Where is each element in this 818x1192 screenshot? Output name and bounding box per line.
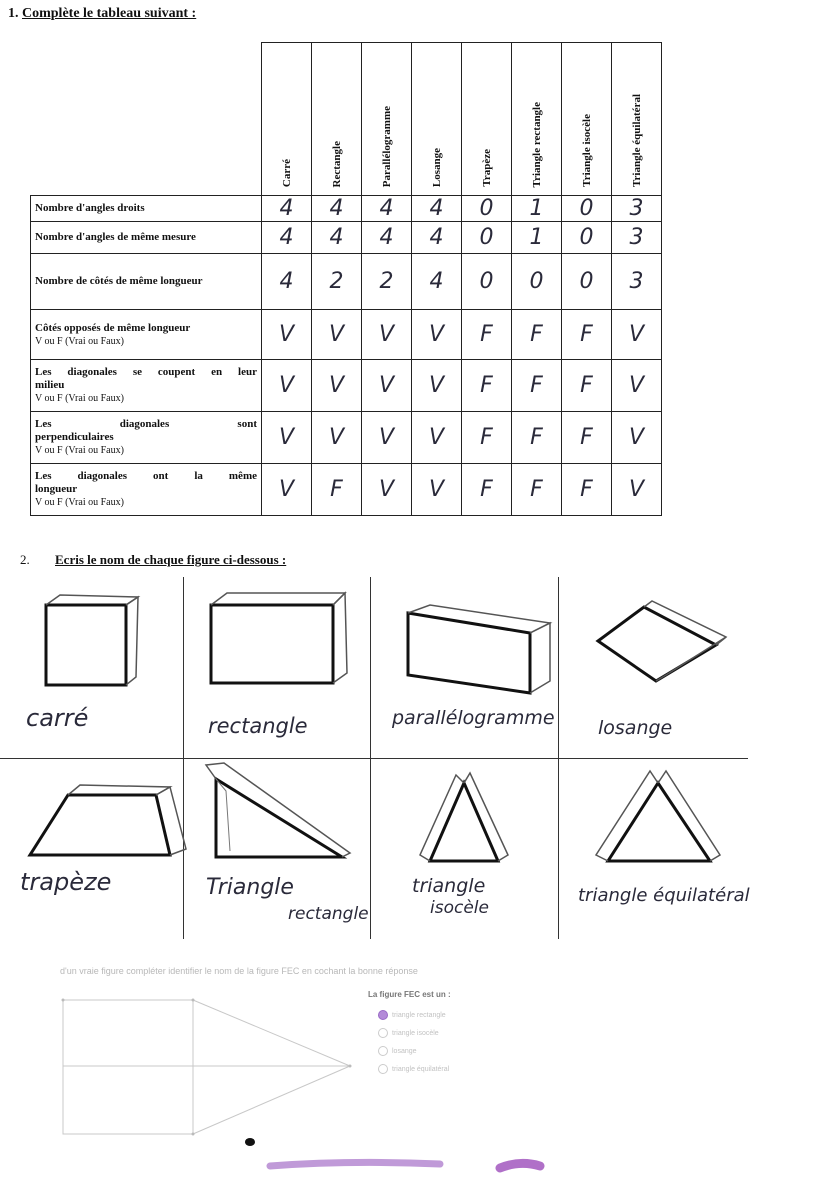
answer-cell[interactable]: 4: [412, 254, 462, 310]
answer-cell[interactable]: V: [412, 412, 462, 464]
question-2-title: [20, 552, 286, 568]
faded-exercise: [0, 960, 818, 1192]
trapezoid-figure: [20, 781, 190, 861]
answer-cell[interactable]: 0: [462, 254, 512, 310]
name-right-triangle-1: Triangle: [206, 875, 294, 900]
answer-cell[interactable]: V: [312, 412, 362, 464]
answer-cell[interactable]: F: [512, 464, 562, 516]
radio-icon: [378, 1046, 388, 1056]
answer-cell[interactable]: F: [562, 360, 612, 412]
answer-cell[interactable]: F: [312, 464, 362, 516]
properties-table: [30, 42, 662, 516]
answer-cell[interactable]: V: [262, 412, 312, 464]
radio-selected-icon: [378, 1010, 388, 1020]
right-triangle-figure: [200, 761, 360, 871]
answer-cell[interactable]: 4: [262, 254, 312, 310]
row-label: Les diagonales sont perpendiculaires V ou F (Vrai ou Faux): [31, 412, 262, 464]
table-row: [31, 464, 662, 516]
name-square: carré: [26, 704, 89, 732]
answer-cell[interactable]: 4: [262, 222, 312, 254]
radio-icon: [378, 1028, 388, 1038]
question-2-text: Ecris le nom de chaque figure ci-dessous :: [55, 552, 287, 567]
answer-cell[interactable]: F: [462, 360, 512, 412]
answer-cell[interactable]: 4: [412, 222, 462, 254]
col-header-losange: Losange: [412, 43, 462, 196]
answer-cell[interactable]: 4: [312, 196, 362, 222]
answer-cell[interactable]: F: [562, 310, 612, 360]
answer-cell[interactable]: 0: [562, 222, 612, 254]
rhombus-figure: [588, 599, 733, 689]
answer-cell[interactable]: V: [262, 464, 312, 516]
name-rectangle: rectangle: [208, 714, 308, 738]
figures-grid: [0, 577, 748, 939]
answer-cell[interactable]: 2: [362, 254, 412, 310]
col-header-parallelogramme: Parallélogramme: [362, 43, 412, 196]
name-isosceles-2: isocèle: [430, 898, 489, 918]
question-1-title: [8, 6, 196, 22]
col-header-triangle-isocele: Triangle isocèle: [562, 43, 612, 196]
radio-icon: [378, 1064, 388, 1074]
name-isosceles-1: triangle: [412, 875, 486, 897]
name-rhombus: losange: [598, 717, 673, 739]
rectangle-figure: [205, 589, 355, 689]
col-header-trapeze: Trapèze: [462, 43, 512, 196]
answer-cell[interactable]: V: [612, 310, 662, 360]
option-triangle-rectangle[interactable]: triangle rectangle: [378, 1010, 446, 1020]
answer-cell[interactable]: V: [412, 360, 462, 412]
answer-cell[interactable]: F: [512, 412, 562, 464]
col-header-carre: Carré: [262, 43, 312, 196]
answer-cell[interactable]: 4: [312, 222, 362, 254]
faded-question: La figure FEC est un :: [368, 990, 451, 999]
row-label: Nombre d'angles droits: [31, 196, 262, 222]
table-row: [31, 412, 662, 464]
equilateral-triangle-figure: [592, 767, 722, 871]
answer-cell[interactable]: V: [312, 360, 362, 412]
name-right-triangle-2: rectangle: [288, 904, 369, 924]
answer-cell[interactable]: F: [462, 310, 512, 360]
answer-cell[interactable]: 4: [362, 222, 412, 254]
col-header-triangle-rectangle: Triangle rectangle: [512, 43, 562, 196]
option-triangle-isocele[interactable]: triangle isocèle: [378, 1028, 439, 1038]
isosceles-triangle-figure: [418, 769, 513, 869]
answer-cell[interactable]: 0: [562, 196, 612, 222]
answer-cell[interactable]: 0: [462, 222, 512, 254]
answer-cell[interactable]: F: [562, 412, 612, 464]
row-label: Côtés opposés de même longueur V ou F (Vrai ou Faux): [31, 310, 262, 360]
row-label: Les diagonales ont la même longueur V ou F (Vrai ou Faux): [31, 464, 262, 516]
answer-cell[interactable]: V: [612, 464, 662, 516]
answer-cell[interactable]: 4: [412, 196, 462, 222]
table-row: [31, 360, 662, 412]
row-label: Nombre d'angles de même mesure: [31, 222, 262, 254]
faded-instruction: d'un vraie figure compléter identifier le nom de la figure FEC en cochant la bonne réponse: [60, 966, 418, 976]
square-figure: [38, 593, 148, 693]
answer-cell[interactable]: 4: [262, 196, 312, 222]
answer-cell[interactable]: F: [512, 360, 562, 412]
answer-cell[interactable]: V: [312, 310, 362, 360]
table-row: [31, 222, 662, 254]
question-1-number: 1.: [8, 6, 19, 21]
table-header-row: [31, 43, 662, 196]
question-2-number: 2.: [20, 552, 30, 567]
col-header-rectangle: Rectangle: [312, 43, 362, 196]
name-parallelogram: parallélogramme: [392, 707, 555, 729]
option-losange[interactable]: losange: [378, 1046, 417, 1056]
answer-cell[interactable]: V: [262, 360, 312, 412]
answer-cell[interactable]: 0: [462, 196, 512, 222]
question-1-text: Complète le tableau suivant :: [22, 6, 197, 21]
answer-cell[interactable]: 2: [312, 254, 362, 310]
answer-cell[interactable]: F: [512, 310, 562, 360]
answer-cell[interactable]: 1: [512, 196, 562, 222]
answer-cell[interactable]: 3: [612, 254, 662, 310]
answer-cell[interactable]: V: [362, 464, 412, 516]
answer-cell[interactable]: V: [412, 464, 462, 516]
answer-cell[interactable]: F: [462, 464, 512, 516]
answer-cell[interactable]: V: [612, 412, 662, 464]
ink-marks: [230, 1136, 560, 1176]
row-label: Les diagonales se coupent en leur milieu V ou F (Vrai ou Faux): [31, 360, 262, 412]
table-row: [31, 196, 662, 222]
table-row: [31, 254, 662, 310]
answer-cell[interactable]: 4: [362, 196, 412, 222]
option-triangle-equilateral[interactable]: triangle équilatéral: [378, 1064, 449, 1074]
answer-cell[interactable]: 3: [612, 196, 662, 222]
answer-cell[interactable]: F: [462, 412, 512, 464]
name-equilateral: triangle équilatéral: [578, 885, 750, 906]
answer-cell[interactable]: 0: [562, 254, 612, 310]
col-header-triangle-equilateral: Triangle équilatéral: [612, 43, 662, 196]
answer-cell[interactable]: V: [362, 412, 412, 464]
answer-cell[interactable]: V: [362, 360, 412, 412]
answer-cell[interactable]: F: [562, 464, 612, 516]
table-row: [31, 310, 662, 360]
answer-cell[interactable]: V: [412, 310, 462, 360]
name-trapezoid: trapèze: [20, 868, 112, 896]
fec-figure: [55, 994, 365, 1144]
answer-cell[interactable]: V: [612, 360, 662, 412]
parallelogram-figure: [400, 599, 560, 699]
answer-cell[interactable]: V: [262, 310, 312, 360]
answer-cell[interactable]: 1: [512, 222, 562, 254]
answer-cell[interactable]: V: [362, 310, 412, 360]
answer-cell[interactable]: 0: [512, 254, 562, 310]
row-label: Nombre de côtés de même longueur: [31, 254, 262, 310]
answer-cell[interactable]: 3: [612, 222, 662, 254]
